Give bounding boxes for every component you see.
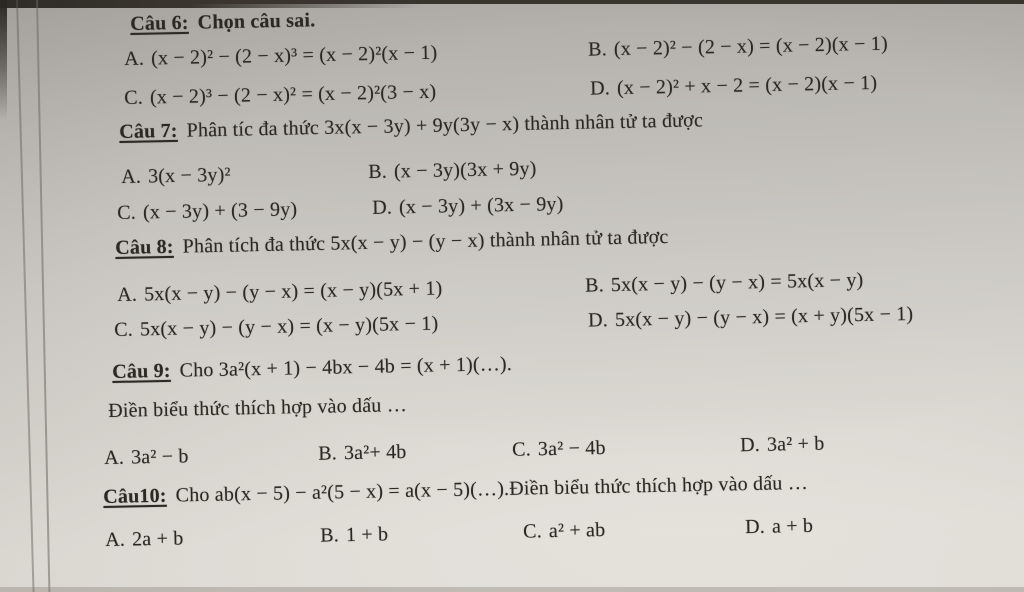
option-key: C. <box>117 201 137 224</box>
option-key: C. <box>522 520 543 543</box>
option-c <box>512 435 606 463</box>
option-formula: 3a² − b <box>130 445 189 469</box>
question-8-options-row-2 <box>114 299 994 343</box>
question-9-header <box>112 351 512 385</box>
option-key: A. <box>121 165 142 188</box>
question-10-header <box>103 470 808 510</box>
option-b <box>585 267 864 299</box>
option-key: D. <box>371 196 393 219</box>
option-key: B. <box>587 38 608 61</box>
question-number: Câu 6: <box>130 11 189 35</box>
paper-crease-line <box>16 0 35 592</box>
question-9-instruction <box>108 392 407 424</box>
instruction-text: Điền biểu thức thích hợp vào dấu … <box>108 394 408 422</box>
option-key: D. <box>587 309 609 332</box>
option-formula: 3(x − 3y)² <box>147 163 231 188</box>
option-a <box>117 275 443 308</box>
option-formula: 3a² − 4b <box>537 436 606 461</box>
option-formula: 5x(x − y) − (y − x) = (x + y)(5x − 1) <box>614 302 914 331</box>
option-formula: 5x(x − y) − (y − x) = (x − y)(5x + 1) <box>143 277 443 306</box>
option-d <box>740 431 825 459</box>
option-b <box>368 156 537 185</box>
option-c <box>124 79 437 111</box>
question-6-options-row-2 <box>124 67 1004 111</box>
option-d <box>372 191 564 221</box>
option-a <box>124 40 438 72</box>
option-formula: 5x(x − y) − (y − x) = (x − y)(5x − 1) <box>139 312 439 341</box>
option-formula: (x − 3y) + (3x − 9y) <box>398 193 564 219</box>
option-key: B. <box>319 524 340 547</box>
question-number: Câu10: <box>103 484 167 508</box>
option-formula: 3a²+ 4b <box>343 440 407 465</box>
question-7-options-row-1 <box>121 146 1001 190</box>
option-key: D. <box>589 77 611 100</box>
option-key: B. <box>317 442 338 465</box>
photo-top-edge-shadow <box>0 0 420 8</box>
option-formula: 5x(x − y) − (y − x) = 5x(x − y) <box>610 269 864 297</box>
photo-left-edge <box>0 0 7 120</box>
paper-crease-line <box>36 0 51 592</box>
question-number: Câu 8: <box>115 235 174 259</box>
question-number: Câu 7: <box>119 119 178 143</box>
option-key: A. <box>105 528 126 551</box>
option-formula: (x − 2)² + x − 2 = (x − 2)(x − 1) <box>616 71 878 100</box>
option-formula: a + b <box>771 514 814 538</box>
option-formula: (x − 2)² − (2 − x) = (x − 2)(x − 1) <box>613 32 889 61</box>
option-formula: (x − 3y)(3x + 9y) <box>393 157 537 183</box>
option-d <box>745 513 814 540</box>
question-number: Câu 9: <box>112 359 171 383</box>
option-formula: (x − 2)² − (2 − x)³ = (x − 2)²(x − 1) <box>150 41 438 70</box>
option-key: B. <box>584 274 605 297</box>
option-key: C. <box>124 86 144 109</box>
option-formula: 3a² + b <box>766 432 825 456</box>
option-formula: a² + ab <box>548 518 606 543</box>
question-7-header <box>119 107 703 145</box>
option-key: C. <box>114 318 134 341</box>
question-9-options-row <box>104 427 1004 471</box>
question-7-options-row-2 <box>117 182 997 226</box>
option-key: A. <box>104 446 125 469</box>
option-key: C. <box>511 438 532 461</box>
option-c <box>117 196 298 226</box>
option-d <box>590 70 878 102</box>
question-8-header <box>115 224 669 261</box>
option-b <box>320 521 389 548</box>
option-key: A. <box>117 283 138 306</box>
option-a <box>104 443 189 471</box>
option-key: D. <box>739 433 761 457</box>
option-formula: 2a + b <box>131 527 184 551</box>
question-6-header <box>130 7 316 37</box>
option-key: D. <box>744 515 766 539</box>
question-prompt: Cho 3a²(x + 1) − 4bx − 4b = (x + 1)(…). <box>179 352 513 382</box>
option-key: A. <box>124 47 145 70</box>
option-formula: 1 + b <box>345 523 389 547</box>
question-prompt: Chọn câu sai. <box>197 9 316 34</box>
option-formula: (x − 2)³ − (2 − x)² = (x − 2)²(3 − x) <box>149 80 437 109</box>
question-10-options-row <box>105 509 1005 553</box>
question-6-options-row-1 <box>124 28 1004 72</box>
option-c <box>523 517 606 545</box>
question-prompt: Phân tíc đa thức 3x(x − 3y) + 9y(3y − x) thành nhân tử ta được <box>186 109 704 142</box>
question-prompt: Cho ab(x − 5) − a²(5 − x) = a(x − 5)(…).Điền biểu thức thích hợp vào dấu … <box>175 471 809 507</box>
option-key: B. <box>367 160 388 184</box>
question-prompt: Phân tích đa thức 5x(x − y) − (y − x) thành nhân tử ta được <box>182 225 669 258</box>
option-b <box>588 31 888 63</box>
option-a <box>105 525 184 553</box>
option-c <box>114 310 439 342</box>
option-d <box>588 301 914 334</box>
photo-bottom-edge <box>0 587 1024 592</box>
option-formula: (x − 3y) + (3 − 9y) <box>142 198 298 224</box>
option-b <box>318 439 407 467</box>
option-a <box>121 162 231 190</box>
